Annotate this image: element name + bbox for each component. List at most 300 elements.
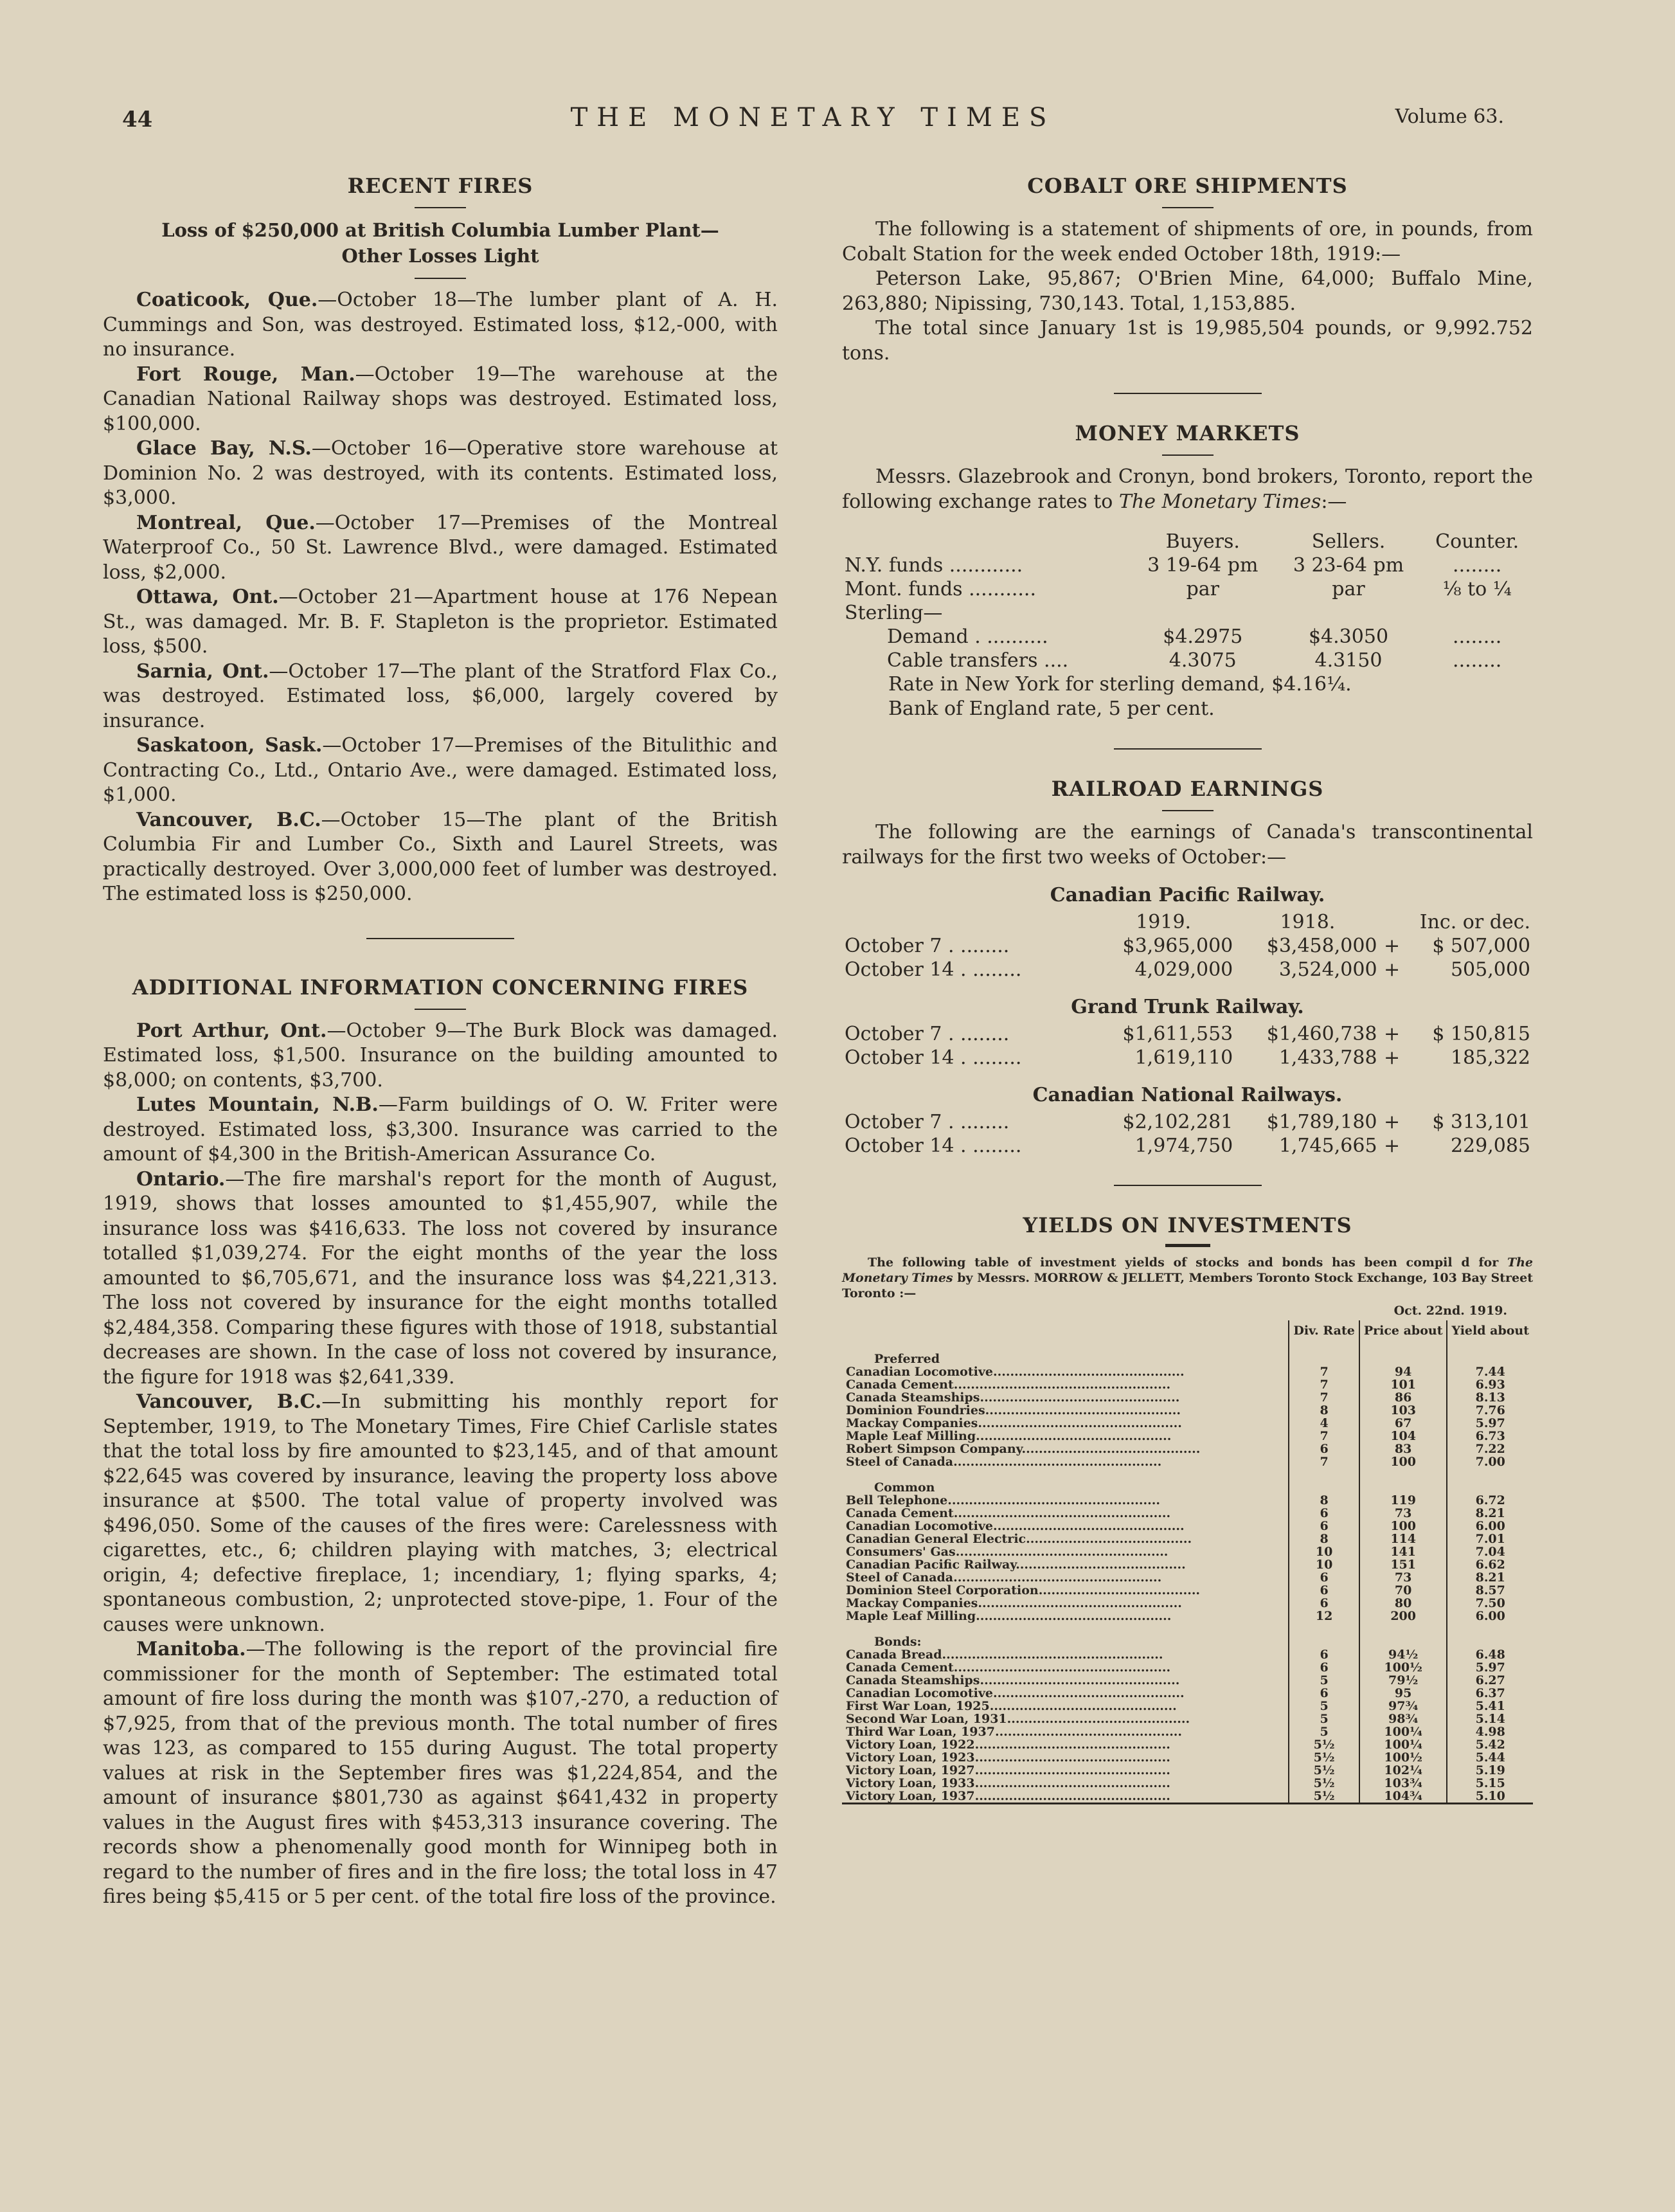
yields-row xyxy=(842,1455,1533,1468)
cobalt-paragraph: The following is a statement of shipments of ore, in pounds, from Cobalt Station for the week ended October 18th, 1919:— xyxy=(842,218,1533,265)
column-header: 1918. xyxy=(1280,911,1336,933)
yield: 6.00 xyxy=(1447,1520,1533,1533)
page-header xyxy=(122,103,1504,141)
row-label: October 14 . ........ xyxy=(845,1047,1022,1069)
yields-row xyxy=(842,1700,1533,1713)
yields-row xyxy=(842,1751,1533,1764)
fire-details: —October 19—The warehouse at the Canadian National Railway shops was destroyed. Estimated loss, $100,000. xyxy=(103,363,778,435)
cobalt-paragraph: The total since January 1st is 19,985,504 pounds, or 9,992.752 tons. xyxy=(842,317,1533,364)
yields-row xyxy=(842,1597,1533,1610)
security-name: Canadian Locomotive............................................. xyxy=(846,1365,1185,1379)
yield: 5.42 xyxy=(1447,1738,1533,1751)
fire-report xyxy=(103,733,778,808)
yield: 6.37 xyxy=(1447,1687,1533,1700)
fire-details: —October 15—The plant of the British Columbia Fir and Lumber Co., Sixth and Laurel Streets, was practically destroyed. Over 3,000,000 feet of lumber was destroyed. The estimated loss is $250,000. xyxy=(103,808,778,905)
price: 119 xyxy=(1359,1494,1447,1507)
fire-details: —October 18—The lumber plant of A. H. Cummings and Son, was destroyed. Estimated loss, $12,-000, with no insurance. xyxy=(103,289,778,361)
earnings-table xyxy=(842,1110,1533,1158)
column-header: Div. Rate xyxy=(1289,1320,1359,1340)
price: 103 xyxy=(1359,1404,1447,1417)
div-rate: 5 xyxy=(1289,1713,1359,1725)
div-rate: 5½ xyxy=(1289,1764,1359,1777)
yield: 5.15 xyxy=(1447,1777,1533,1790)
price: 100½ xyxy=(1359,1751,1447,1764)
price: 97¾ xyxy=(1359,1700,1447,1713)
security-name: Victory Loan, 1933.............................................. xyxy=(846,1776,1170,1790)
yield: 6.73 xyxy=(1447,1430,1533,1443)
fire-location: Fort Rouge, Man. xyxy=(136,363,355,386)
change-sign: + xyxy=(1383,958,1401,981)
divider xyxy=(415,278,466,279)
yield: 7.04 xyxy=(1447,1545,1533,1558)
fire-location: Ontario. xyxy=(136,1167,226,1191)
publication-title: THE MONETARY TIMES xyxy=(570,103,1056,132)
earnings-table xyxy=(842,1022,1533,1070)
fire-report xyxy=(103,363,778,437)
change-sign: + xyxy=(1383,1023,1401,1045)
div-rate: 5 xyxy=(1289,1674,1359,1687)
yield: 5.41 xyxy=(1447,1700,1533,1713)
fire-location: Manitoba. xyxy=(136,1638,246,1660)
cobalt-article xyxy=(842,174,1533,366)
div-rate: 6 xyxy=(1289,1584,1359,1597)
fire-details: —October 17—Premises of the Montreal Waterproof Co., 50 St. Lawrence Blvd., were damaged. Estimated loss, $2,000. xyxy=(103,511,778,584)
fire-location: Glace Bay, N.S. xyxy=(136,437,312,460)
div-rate: 7 xyxy=(1289,1455,1359,1468)
row-label: October 7 . ........ xyxy=(845,1023,1010,1045)
fire-location: Coaticook, Que. xyxy=(136,289,318,311)
yields-row xyxy=(842,1610,1533,1623)
price: 73 xyxy=(1359,1571,1447,1584)
yield: 5.14 xyxy=(1447,1713,1533,1725)
yield: 5.10 xyxy=(1447,1790,1533,1804)
div-rate: 4 xyxy=(1289,1417,1359,1430)
yield: 6.93 xyxy=(1447,1378,1533,1391)
exchange-row xyxy=(842,649,1533,672)
yield: 5.19 xyxy=(1447,1764,1533,1777)
change-sign: + xyxy=(1383,1047,1401,1069)
rate-buyers: 3 19-64 pm xyxy=(1147,554,1258,577)
security-name: Maple Leaf Milling.............................................. xyxy=(846,1429,1172,1443)
column-header: 1919. xyxy=(1136,911,1192,933)
earnings-1919: $1,611,553 xyxy=(1122,1023,1233,1045)
additional-info-article xyxy=(103,975,778,1910)
earnings-1919: 1,619,110 xyxy=(1134,1047,1233,1069)
security-name: Second War Loan, 1931........................................... xyxy=(846,1712,1190,1726)
security-name: Bell Telephone.................................................. xyxy=(846,1493,1160,1507)
security-name: Canada Bread.................................................... xyxy=(846,1648,1163,1662)
yields-row xyxy=(842,1507,1533,1520)
recent-fires-subtitle-line1: Loss of $250,000 at British Columbia Lumber Plant— xyxy=(161,219,719,241)
div-rate: 8 xyxy=(1289,1533,1359,1545)
yield: 8.21 xyxy=(1447,1571,1533,1584)
row-label: Cable transfers .... xyxy=(887,649,1069,672)
security-name: Steel of Canada................................................. xyxy=(846,1570,1162,1585)
column-header: Counter. xyxy=(1435,530,1519,553)
yield: 7.00 xyxy=(1447,1455,1533,1468)
divider xyxy=(1162,810,1214,811)
price: 104 xyxy=(1359,1430,1447,1443)
rate-sellers: 3 23-64 pm xyxy=(1293,554,1404,577)
yield: 7.50 xyxy=(1447,1597,1533,1610)
railway-name: Grand Trunk Railway. xyxy=(1071,996,1304,1018)
row-label: Sterling— xyxy=(845,602,943,624)
page-number: 44 xyxy=(122,107,153,132)
yields-row xyxy=(842,1648,1533,1661)
fire-details: —Farm buildings of O. W. Friter were destroyed. Estimated loss, $3,300. Insurance was carried to the amount of $4,300 in the British-American Assurance Co. xyxy=(103,1093,778,1165)
yields-date: Oct. 22nd. 1919. xyxy=(1393,1304,1507,1318)
volume-label: Volume 63. xyxy=(1395,105,1504,128)
yields-section xyxy=(842,1468,1533,1494)
price: 83 xyxy=(1359,1443,1447,1455)
yields-row xyxy=(842,1790,1533,1804)
exchange-row xyxy=(842,601,1533,625)
rate-sellers xyxy=(1276,601,1422,625)
column-header: Buyers. xyxy=(1165,530,1240,553)
change-sign: + xyxy=(1383,1135,1401,1157)
price: 102¼ xyxy=(1359,1764,1447,1777)
fire-location: Port Arthur, Ont. xyxy=(136,1019,327,1042)
price: 141 xyxy=(1359,1545,1447,1558)
price: 94½ xyxy=(1359,1648,1447,1661)
price: 86 xyxy=(1359,1391,1447,1404)
security-name: Victory Loan, 1937.............................................. xyxy=(842,1790,1289,1804)
rate-sellers: 4.3150 xyxy=(1314,649,1383,672)
yields-row xyxy=(842,1558,1533,1571)
rate-sellers: par xyxy=(1332,578,1365,600)
cobalt-paragraph: Peterson Lake, 95,867; O'Brien Mine, 64,000; Buffalo Mine, 263,880; Nipissing, 730,143. Total, 1,153,885. xyxy=(842,267,1533,315)
yield: 7.44 xyxy=(1447,1365,1533,1378)
div-rate: 7 xyxy=(1289,1391,1359,1404)
price: 103¾ xyxy=(1359,1777,1447,1790)
yields-intro: The following table of investment yields of stocks and bonds has been compil d for The Monetary Times by Messrs. MORROW & JELLETT, Members Toronto Stock Exchange, 103 Bay Street Toronto :— xyxy=(842,1255,1533,1300)
div-rate: 10 xyxy=(1289,1558,1359,1571)
security-name: Canadian General Electric....................................... xyxy=(846,1532,1192,1546)
yields-row xyxy=(842,1417,1533,1430)
money-markets-intro: Messrs. Glazebrook and Cronyn, bond brokers, Toronto, report the following exchange rates to The Monetary Times:— xyxy=(842,465,1533,513)
rate-buyers: par xyxy=(1186,578,1219,600)
row-label: Mont. funds ........... xyxy=(845,578,1037,600)
security-name: Canadian Locomotive............................................. xyxy=(846,1519,1185,1533)
yields-row xyxy=(842,1674,1533,1687)
section-divider xyxy=(1114,748,1262,750)
price: 98¾ xyxy=(1359,1713,1447,1725)
security-name: Dominion Steel Corporation...................................... xyxy=(846,1583,1201,1597)
column-header: Price about xyxy=(1359,1320,1447,1340)
fire-report xyxy=(103,808,778,907)
yields-row xyxy=(842,1545,1533,1558)
earnings-change: $ 150,815 xyxy=(1432,1023,1530,1045)
div-rate: 12 xyxy=(1289,1610,1359,1623)
fire-location: Vancouver, B.C. xyxy=(136,1390,322,1413)
fire-report xyxy=(103,1093,778,1167)
div-rate: 6 xyxy=(1289,1571,1359,1584)
price: 100¼ xyxy=(1359,1738,1447,1751)
price: 100 xyxy=(1359,1520,1447,1533)
div-rate: 5½ xyxy=(1289,1751,1359,1764)
security-name: Canadian Locomotive............................................. xyxy=(846,1686,1185,1700)
fire-details: —October 17—Premises of the Bitulithic and Contracting Co., Ltd., Ontario Ave., were damaged. Estimated loss, $1,000. xyxy=(103,734,778,806)
rate-counter: ⅛ to ¼ xyxy=(1442,578,1512,600)
earnings-1918: 1,745,665 xyxy=(1278,1135,1377,1157)
security-name: Canada Cement................................................... xyxy=(846,1660,1171,1675)
fire-location: Montreal, Que. xyxy=(136,511,316,534)
security-name: Dominion Foundries.............................................. xyxy=(846,1403,1181,1417)
change-sign: + xyxy=(1383,1111,1401,1133)
yield: 5.97 xyxy=(1447,1661,1533,1674)
yield: 5.97 xyxy=(1447,1417,1533,1430)
div-rate: 5 xyxy=(1289,1700,1359,1713)
div-rate: 5½ xyxy=(1289,1777,1359,1790)
earnings-row xyxy=(842,1110,1533,1134)
railway-name: Canadian National Railways. xyxy=(1032,1084,1343,1106)
security-name: Victory Loan, 1923.............................................. xyxy=(846,1750,1170,1765)
yield: 8.57 xyxy=(1447,1584,1533,1597)
money-note: Bank of England rate, 5 per cent. xyxy=(888,697,1215,720)
railroad-tables xyxy=(842,884,1533,1158)
divider xyxy=(415,207,466,208)
price: 100½ xyxy=(1359,1661,1447,1674)
earnings-table xyxy=(842,910,1533,982)
fire-location: Saskatoon, Sask. xyxy=(136,734,323,757)
section-divider xyxy=(366,938,514,939)
security-name: Mackay Companies................................................ xyxy=(846,1596,1182,1610)
row-label: October 7 . ........ xyxy=(845,935,1010,957)
yields-row xyxy=(842,1571,1533,1584)
recent-fires-subtitle-line2: Other Losses Light xyxy=(341,245,539,267)
section-divider xyxy=(1114,1185,1262,1186)
div-rate: 5½ xyxy=(1289,1738,1359,1751)
row-label: October 14 . ........ xyxy=(845,958,1022,981)
cobalt-title: COBALT ORE SHIPMENTS xyxy=(1027,174,1348,198)
security-name: Canada Cement................................................... xyxy=(846,1378,1171,1392)
row-label: October 7 . ........ xyxy=(845,1111,1010,1133)
yields-row xyxy=(842,1404,1533,1417)
earnings-1919: $2,102,281 xyxy=(1122,1111,1233,1133)
earnings-1918: $1,460,738 xyxy=(1266,1023,1377,1045)
fire-details: —October 16—Operative store warehouse at Dominion No. 2 was destroyed, with its contents. Estimated loss, $3,000. xyxy=(103,437,778,509)
rate-sellers: $4.3050 xyxy=(1308,625,1389,648)
fire-details: —October 21—Apartment house at 176 Nepean St., was damaged. Mr. B. F. Stapleton is the proprietor. Estimated loss, $500. xyxy=(103,586,778,658)
fire-report xyxy=(103,288,778,363)
div-rate: 8 xyxy=(1289,1404,1359,1417)
fire-report xyxy=(103,1637,778,1910)
yields-section xyxy=(842,1340,1533,1365)
yield: 8.21 xyxy=(1447,1507,1533,1520)
price: 151 xyxy=(1359,1558,1447,1571)
earnings-change: 229,085 xyxy=(1450,1135,1530,1157)
security-name: Victory Loan, 1922.............................................. xyxy=(846,1738,1170,1752)
security-name: Consumers' Gas.................................................. xyxy=(846,1545,1169,1559)
fire-report xyxy=(103,436,778,511)
exchange-row xyxy=(842,553,1533,577)
div-rate: 6 xyxy=(1289,1661,1359,1674)
yields-row xyxy=(842,1738,1533,1751)
fire-details: —The following is the report of the provincial fire commissioner for the month of September: The estimated total amount of fire loss during the month was $107,-270, a reduction of $7,925, from that of the previous month. The total number of fires was 123, as compared to 155 during August. The total property values at risk in the September fires was $1,224,854, and the amount of insurance $801,730 as against $641,432 in property values in the August fires with $453,313 insurance covering. The records show a phenomenally good month for Winnipeg both in regard to the number of fires and in the fire loss; the total loss in 47 fires being $5,415 or 5 per cent. of the total fire loss of the province. xyxy=(103,1638,778,1908)
yields-row xyxy=(842,1661,1533,1674)
yield: 6.27 xyxy=(1447,1674,1533,1687)
earnings-row xyxy=(842,958,1533,982)
earnings-row xyxy=(842,1022,1533,1046)
fire-report xyxy=(103,585,778,660)
fire-details: —In submitting his monthly report for September, 1919, to The Monetary Times, Fire Chief Carlisle states that the total loss by fire amounted to $23,145, and of that amount $22,645 was covered by insurance, leaving the property loss above insurance at $500. The total value of property involved was $496,050. Some of the causes of the fires were: Carelessness with cigarettes, etc., 6; children playing with matches, 3; electrical origin, 4; defective fireplace, 1; incendiary, 1; flying sparks, 4; spontaneous combustion, 2; unprotected stove-pipe, 1. Four of the causes were unknown. xyxy=(103,1390,778,1636)
div-rate: 6 xyxy=(1289,1687,1359,1700)
earnings-row xyxy=(842,1046,1533,1070)
fire-report xyxy=(103,1167,778,1390)
right-column xyxy=(842,167,1533,1804)
earnings-1918: 1,433,788 xyxy=(1278,1047,1377,1069)
security-name: Canada Steamships............................................... xyxy=(846,1673,1180,1687)
exchange-row xyxy=(842,577,1533,601)
yields-table xyxy=(842,1320,1533,1804)
yields-row xyxy=(842,1430,1533,1443)
div-rate: 7 xyxy=(1289,1378,1359,1391)
yields-row xyxy=(842,1443,1533,1455)
earnings-1919: 1,974,750 xyxy=(1134,1135,1233,1157)
price: 104¾ xyxy=(1359,1790,1447,1804)
earnings-change: $ 507,000 xyxy=(1432,935,1530,957)
rate-counter: ........ xyxy=(1453,649,1502,672)
fire-report xyxy=(103,1390,778,1637)
yields-row xyxy=(842,1391,1533,1404)
div-rate: 5 xyxy=(1289,1725,1359,1738)
additional-info-title: ADDITIONAL INFORMATION CONCERNING FIRES xyxy=(132,975,749,1000)
div-rate: 6 xyxy=(1289,1507,1359,1520)
div-rate: 6 xyxy=(1289,1648,1359,1661)
section-name: Preferred xyxy=(874,1352,940,1366)
yields-article xyxy=(842,1213,1533,1804)
column-header: Sellers. xyxy=(1311,530,1386,553)
security-name: Robert Simpson Company.......................................... xyxy=(846,1442,1201,1456)
div-rate: 5½ xyxy=(1289,1790,1359,1804)
divider xyxy=(1162,454,1214,456)
security-name: Third War Loan, 1937............................................ xyxy=(846,1725,1183,1739)
rate-counter: ........ xyxy=(1453,554,1502,577)
security-name: First War Loan, 1925............................................ xyxy=(846,1699,1177,1713)
security-name: Canada Steamships............................................... xyxy=(846,1390,1180,1405)
recent-fires-article xyxy=(103,174,778,907)
price: 114 xyxy=(1359,1533,1447,1545)
div-rate: 6 xyxy=(1289,1597,1359,1610)
price: 95 xyxy=(1359,1687,1447,1700)
security-name: Canada Cement................................................... xyxy=(846,1506,1171,1520)
section-name: Bonds: xyxy=(874,1635,922,1649)
money-markets-title: MONEY MARKETS xyxy=(1075,421,1300,445)
money-note: Rate in New York for sterling demand, $4.16¼. xyxy=(888,673,1352,696)
div-rate: 7 xyxy=(1289,1365,1359,1378)
yields-title: YIELDS ON INVESTMENTS xyxy=(1023,1213,1352,1237)
row-label: Demand . .......... xyxy=(887,625,1048,648)
security-name: Mackay Companies................................................ xyxy=(846,1416,1182,1430)
yield: 6.62 xyxy=(1447,1558,1533,1571)
yield: 6.72 xyxy=(1447,1494,1533,1507)
yield: 6.48 xyxy=(1447,1648,1533,1661)
fire-details: —The fire marshal's report for the month of August, 1919, shows that losses amounted to $1,455,907, while the insurance loss was $416,633. The loss not covered by insurance totalled $1,039,274. For the eight months of the year the loss amounted to $6,705,671, and the insurance loss was $4,221,313. The loss not covered by insurance for the eight months totalled $2,484,358. Comparing these figures with those of 1918, substantial decreases are shown. In the case of loss not covered by insurance, the figure for 1918 was $2,641,339. xyxy=(103,1167,778,1389)
yield: 6.00 xyxy=(1447,1610,1533,1623)
railway-name: Canadian Pacific Railway. xyxy=(1050,884,1325,906)
earnings-1919: $3,965,000 xyxy=(1122,935,1233,957)
earnings-1918: 3,524,000 xyxy=(1278,958,1377,981)
yields-row xyxy=(842,1494,1533,1507)
rate-buyers xyxy=(1130,601,1276,625)
fire-details: —October 17—The plant of the Stratford Flax Co., was destroyed. Estimated loss, $6,000, largely covered by insurance. xyxy=(103,660,778,732)
section-divider xyxy=(1114,393,1262,394)
earnings-header xyxy=(842,910,1533,934)
price: 70 xyxy=(1359,1584,1447,1597)
earnings-row xyxy=(842,934,1533,958)
row-label: N.Y. funds ............ xyxy=(845,554,1023,577)
earnings-1918: $1,789,180 xyxy=(1266,1111,1377,1133)
exchange-row xyxy=(842,625,1533,649)
column-header: Inc. or dec. xyxy=(1419,911,1530,933)
yields-section xyxy=(842,1623,1533,1648)
fire-details: —October 9—The Burk Block was damaged. Estimated loss, $1,500. Insurance on the building amounted to $8,000; on contents, $3,700. xyxy=(103,1019,778,1092)
yield: 4.98 xyxy=(1447,1725,1533,1738)
yields-row xyxy=(842,1725,1533,1738)
div-rate: 6 xyxy=(1289,1443,1359,1455)
yields-row xyxy=(842,1687,1533,1700)
price: 80 xyxy=(1359,1597,1447,1610)
railroad-intro: The following are the earnings of Canada's transcontinental railways for the first two weeks of October:— xyxy=(842,821,1533,868)
rate-counter xyxy=(1421,601,1533,625)
price: 94 xyxy=(1359,1365,1447,1378)
security-name: Steel of Canada................................................. xyxy=(846,1455,1162,1469)
divider xyxy=(1165,1244,1210,1247)
fire-location: Lutes Mountain, N.B. xyxy=(136,1093,379,1116)
yields-row xyxy=(842,1520,1533,1533)
price: 101 xyxy=(1359,1378,1447,1391)
recent-fires-list xyxy=(103,288,778,907)
fire-report xyxy=(103,511,778,586)
column-header: Yield about xyxy=(1447,1320,1533,1340)
railroad-title: RAILROAD EARNINGS xyxy=(1051,777,1324,801)
money-markets-article xyxy=(842,421,1533,721)
additional-info-list xyxy=(103,1019,778,1910)
section-name: Common xyxy=(874,1480,935,1495)
exchange-rates-table xyxy=(842,530,1533,672)
yield: 8.13 xyxy=(1447,1391,1533,1404)
row-label: October 14 . ........ xyxy=(845,1135,1022,1157)
left-column xyxy=(103,167,778,1910)
fire-report xyxy=(103,660,778,734)
yields-row xyxy=(842,1713,1533,1725)
yields-row xyxy=(842,1584,1533,1597)
div-rate: 6 xyxy=(1289,1520,1359,1533)
divider xyxy=(415,1009,466,1010)
yield: 7.76 xyxy=(1447,1404,1533,1417)
change-sign: + xyxy=(1383,935,1401,957)
price: 200 xyxy=(1359,1610,1447,1623)
fire-report xyxy=(103,1019,778,1093)
fire-location: Ottawa, Ont. xyxy=(136,586,279,608)
price: 67 xyxy=(1359,1417,1447,1430)
security-name: Maple Leaf Milling.............................................. xyxy=(846,1609,1172,1623)
div-rate: 8 xyxy=(1289,1494,1359,1507)
earnings-change: 185,322 xyxy=(1450,1047,1530,1069)
divider xyxy=(1162,207,1214,208)
yields-row xyxy=(842,1533,1533,1545)
earnings-1919: 4,029,000 xyxy=(1134,958,1233,981)
fire-location: Vancouver, B.C. xyxy=(136,808,321,831)
yields-row xyxy=(842,1777,1533,1790)
yield: 5.44 xyxy=(1447,1751,1533,1764)
earnings-change: 505,000 xyxy=(1450,958,1530,981)
rate-buyers: $4.2975 xyxy=(1163,625,1243,648)
yields-row xyxy=(842,1365,1533,1378)
railroad-article xyxy=(842,777,1533,1158)
price: 100¼ xyxy=(1359,1725,1447,1738)
earnings-change: $ 313,101 xyxy=(1432,1111,1530,1133)
